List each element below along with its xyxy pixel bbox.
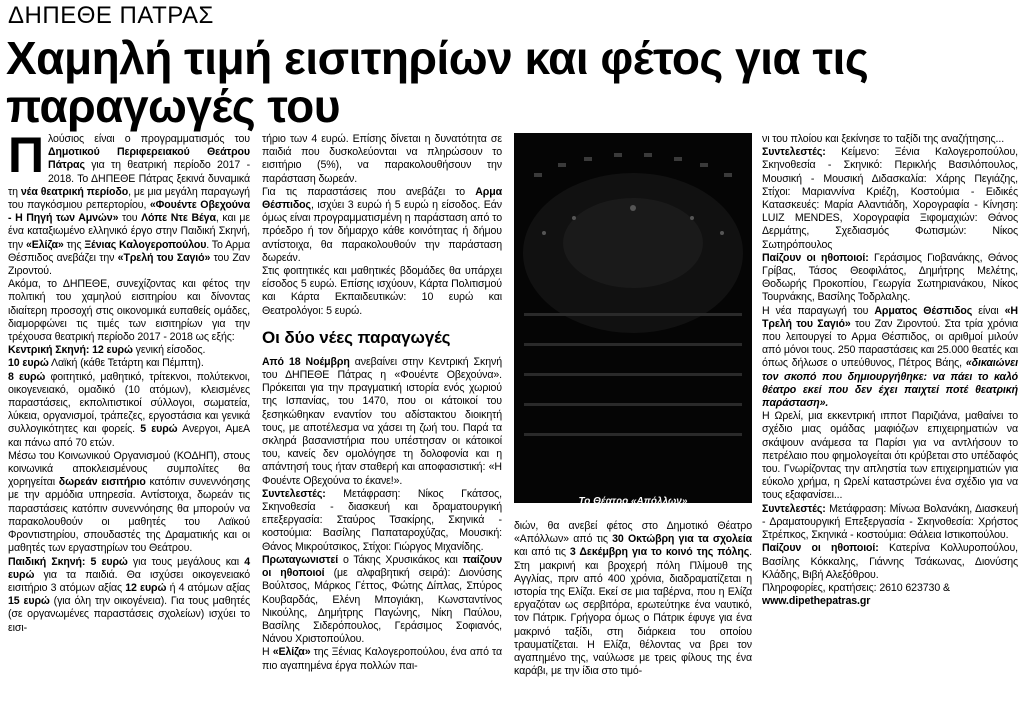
theatre-interior-image bbox=[514, 133, 752, 503]
paragraph: Στις φοιτητικές και μαθητικές βδομάδες θα υπάρχει είσοδος 5 ευρώ. Επίσης ισχύουν, Κάρτα Πολιτισμού και Κάρτα Εκπαιδευτικών: 10 ευρώ και Θεατρολόγοι: 5 ευρώ. bbox=[262, 265, 502, 317]
photo-caption: Το Θέατρο «Απόλλων» bbox=[578, 496, 688, 507]
paragraph: Παιδική Σκηνή: 5 ευρώ για τους μεγάλους και 4 ευρώ για τα παιδιά. Θα ισχύσει οικογενειακό εισιτήριο 3 ατόμων αξίας 12 ευρώ ή 4 ατόμων αξίας 15 ευρώ (για όλη την οικογένεια). Για τους μαθητές (σε οργανωμένες παραστάσεις σχολείων) ισχύει το εισι- bbox=[8, 555, 251, 634]
article-column-4 bbox=[762, 133, 1018, 608]
paragraph: Συντελεστές: Κείμενο: Ξένια Καλογεροπούλου, Σκηνοθεσία - Σκηνικό: Περικλής Βασιλόπουλος, Μουσική - Μουσική Διδασκαλία: Χάρης Πεγιάζης, Στίχοι: Μαριαννίνα Κριέζη, Κοστούμια - Ειδικές Κατασκευές: Μαρία Αλαντιάδη, Χορογραφία - Κίνηση: LUIZ MENDES, Χορογραφία Ξιφομαχιών: Θάνος Δερμάτης, Σχεδιασμός Φωτισμών: Νίκος Σωτηρόπουλος bbox=[762, 146, 1018, 251]
section-label: ΔΗΠΕΘΕ ΠΑΤΡΑΣ bbox=[8, 2, 214, 29]
paragraph: Μέσω του Κοινωνικού Οργανισμού (ΚΟΔΗΠ), στους κοινωνικά αποκλεισμένους συμπολίτες θα χορηγείται δωρεάν εισιτήριο κατόπιν συνεννόησης με την αρμόδια υπηρεσία. Αντίστοιχα, δωρεάν τις παραστάσεις κατόπιν συνεννόησης θα μπορούν να παρακολουθούν οι μαθητές του Λαϊκού Φροντιστηρίου, σπουδαστές της Δραματικής και οι μαθητές των εργαστηρίων του Θεάτρου. bbox=[8, 449, 250, 555]
paragraph: νι του πλοίου και ξεκίνησε το ταξίδι της αναζήτησης... bbox=[762, 133, 1005, 145]
paragraph: διών, θα ανεβεί φέτος στο Δημοτικό Θέατρο «Απόλλων» από τις 30 Οκτώβρη για τα σχολεία και από τις 3 Δεκέμβρη για το κοινό της πόλης. Στη μακρινή και βροχερή πόλη Πλίμουθ της Αγγλίας, πριν από 400 χρόνια, διαδραματίζεται η ιστορία της Ελίζα. Εκεί σε μια ταβέρνα, που η Ελίζα εργαζόταν ως σερβιτόρα, ερωτεύτηκε ένα ναυτικό, τον Πάτρικ. Γρήγορα όμως ο Πάτρικ έφυγε για ένα μακρινό ταξίδι, στη διάρκεια του οποίου τραυματίζεται. Η Ελίζα, θέλοντας να βρει τον αγαπημένο της, ναύλωσε με τρεις φίλους της ένα καράβι, με την ίδια στο τιμό- bbox=[514, 520, 753, 678]
paragraph: Πλούσιος είναι ο προγραμματισμός του Δημοτικού Περιφερειακού Θεάτρου Πάτρας για τη θεατρική περίοδο 2017 - 2018. Το ΔΗΠΕΘΕ Πάτρας ξεκινά δυναμικά τη νέα θεατρική περίοδο, με μια μεγάλη παραγωγή του παγκόσμιου ρεπερτορίου, «Φουέντε Οβεχούνα - Η Πηγή των Αμνών» του Λόπε Ντε Βέγα, και με ένα καταξιωμένο ελληνικό έργο στην Παιδική Σκηνή, την «Ελίζα» της Ξένιας Καλογεροπούλου. Το Αρμα Θέσπιδος ανεβάζει την «Τρελή του Σαγιό» του Ζαν Ζιροντού. bbox=[8, 127, 251, 278]
article-column-3 bbox=[514, 520, 752, 678]
paragraph: Για τις παραστάσεις που ανεβάζει το Αρμα Θέσπιδος, ισχύει 3 ευρώ ή 5 ευρώ η είσοδος. Εάν όμως είναι προγραμματισμένη η παράσταση από το πρόεδρο ή τον δήμαρχο κάθε κοινότητας ή δήμου αντίστοιχα, θα παρακολουθούν την παράσταση δωρεάν. bbox=[262, 185, 502, 264]
drop-cap: Π bbox=[8, 127, 45, 183]
theatre-photo bbox=[514, 133, 752, 503]
paragraph: Κεντρική Σκηνή: 12 ευρώ γενική είσοδος. bbox=[8, 344, 206, 357]
paragraph: Η νέα παραγωγή του Αρματος Θέσπιδος είναι «Η Τρελή του Σαγιό» του Ζαν Ζιροντού. Στα τρία χρόνια που λειτουργεί το Αρμα Θέσπιδος, οι αριθμοί μιλούν από μόνοι τους. 250 παραστάσεις και 25.000 θεατές και όπως δήλωσε ο υπεύθυνος, Πέτρος Βάης, «δικαιώνει τον σκοπό που δημιουργήθηκε: να πάει το καλό θέατρο εκεί που δεν έχει παιχτεί ποτέ θεατρική παράσταση». bbox=[762, 304, 1018, 410]
paragraph: Συντελεστές: Μετάφραση: Μίνωα Βολανάκη, Διασκευή - Δραματουργική Επεξεργασία - Σκηνοθεσία: Χρήστος Στρέπκος, Σκηνικά - κοστούμια: Θάλεια Ιστικοπούλου. bbox=[762, 502, 1018, 542]
article-column-2 bbox=[262, 133, 502, 673]
paragraph: Παίζουν οι ηθοποιοί: Κατερίνα Κολλυροπούλου, Βασίλης Κόκκαλης, Γιάννης Τσάκωνας, Διονύσης Κλάδης, Βιβή Αλεξόθρου. bbox=[762, 542, 1018, 581]
article-column-1 bbox=[8, 127, 251, 635]
paragraph: τήριο των 4 ευρώ. Επίσης δίνεται η δυνατότητα σε παιδιά που δυσκολεύονται να πληρώσουν το εισιτήριο (5%), να παρακολουθήσουν την παράσταση δωρεάν. bbox=[262, 133, 502, 185]
website-link[interactable]: www.dipethepatras.gr bbox=[762, 595, 871, 608]
subheading: Οι δύο νέες παραγωγές bbox=[262, 327, 451, 347]
paragraph: 10 ευρώ Λαϊκή (κάθε Τετάρτη και Πέμπτη). bbox=[8, 357, 204, 370]
paragraph: Από 18 Νοέμβρη ανεβαίνει στην Κεντρική Σκηνή του ΔΗΠΕΘΕ Πάτρας η «Φουέντε Οβεχούνα». Πρόκειται για την πραγματική ιστορία ενός χωριού της Ισπανίας, του 1470, που οι κάτοικοί του ξεσηκώθηκαν εναντίον του αδίστακτου διοικητή τους, με αποτέλεσμα να χάσει τη ζωή του. Παρά τα σκληρά βασανιστήρια που υπέστησαν οι κάτοικοί του, κανείς δεν ομολόγησε τη δολοφονία και η απάντησή τους ήταν σταθερή και αποφασιστική: «Η Φουέντε Οβεχούνα το έκανε!». bbox=[262, 355, 502, 487]
headline: Χαμηλή τιμή εισιτηρίων και φέτος για τις παραγωγές του bbox=[6, 32, 869, 132]
paragraph: Συντελεστές: Μετάφραση: Νίκος Γκάτσος, Σκηνοθεσία - διασκευή και δραματουργική επεξεργασία: Σταύρος Τσακίρης, Σκηνικά - κοστούμια: Βασίλης Παπαταροχύζας, Μουσική: Θάνος Μικρούτσικος, Στίχοι: Γιώργος Μιχανίδης. bbox=[262, 487, 502, 553]
paragraph: Πρωταγωνιστεί ο Τάκης Χρυσικάκος και παίζουν οι ηθοποιοί (με αλφαβητική σειρά): Διονύσης Βούλτσος, Μάρκος Γέττος, Φώτης Δίπλας, Σπύρος Κουβαρδάς, Ελένη Μπογιάκη, Κωνσταντίνος Νικούλης, Δημήτρης Παγώνης, Νίκη Παύλου, Βασίλης Σιδερόπουλος, Γεράσιμος Σοφιανός, Νάνου Χριστοπούλου. bbox=[262, 553, 502, 646]
paragraph: 8 ευρώ φοιτητικό, μαθητικό, τρίτεκνοι, πολύτεκνοι, οικογενειακό, ομαδικό (10 ατόμων), κλεισμένες παραστάσεις, εκπολιτιστικοί σύλλογοι, σωματεία, λύκεια, οργανισμοί, τράπεζες, εργοστάσια και γενικά συλλογικότητες και φορείς. 5 ευρώ Ανεργοι, ΑμεΑ και πάνω από 70 ετών. bbox=[8, 370, 250, 449]
info-line: Πληροφορίες, κρατήσεις: 2610 623730 & bbox=[762, 581, 950, 594]
paragraph: Η «Ελίζα» της Ξένιας Καλογεροπούλου, ένα από τα πιο αγαπημένα έργα πολλών παι- bbox=[262, 646, 502, 672]
paragraph: Ακόμα, το ΔΗΠΕΘΕ, συνεχίζοντας και φέτος την πολιτική του χαμηλού εισιτηρίου και δίνοντας ιδιαίτερη προσοχή στις οικονομικά ευπαθείς ομάδες, διαμορφώνει τις τιμές των εισιτηρίων για την τρέχουσα θεατρική περίοδο 2017 - 2018 ως εξής: bbox=[8, 278, 250, 344]
paragraph: Παίζουν οι ηθοποιοί: Γεράσιμος Γιοβανάκης, Θάνος Γρίβας, Τάσος Θεοφιλάτος, Δημήτρης Μελέτης, Θοδωρής Προκοπίου, Γεωργία Σωτηριανάκου, Νίκος Τουρνάκης, Βασίλης Τοδρλαλης. bbox=[762, 251, 1018, 304]
paragraph: Η Ωρελί, μια εκκεντρική ιπποτ Παριζιάνα, μαθαίνει το σχέδιο μιας ομάδας μαφιόζων επιχειρηματιών να σκάψουν ανάμεσα τα Παρίσι για να αντλήσουν το πετρέλαιο που φημολογείται ότι κρύβεται στο υπέδαφός του. Γνωρίζοντας την απληστία των επιχειρηματιών για εύκολο χρήμα, η Ωρελί καταστρώνει ένα σχέδιο για να τους εξαφανίσει... bbox=[762, 410, 1018, 502]
